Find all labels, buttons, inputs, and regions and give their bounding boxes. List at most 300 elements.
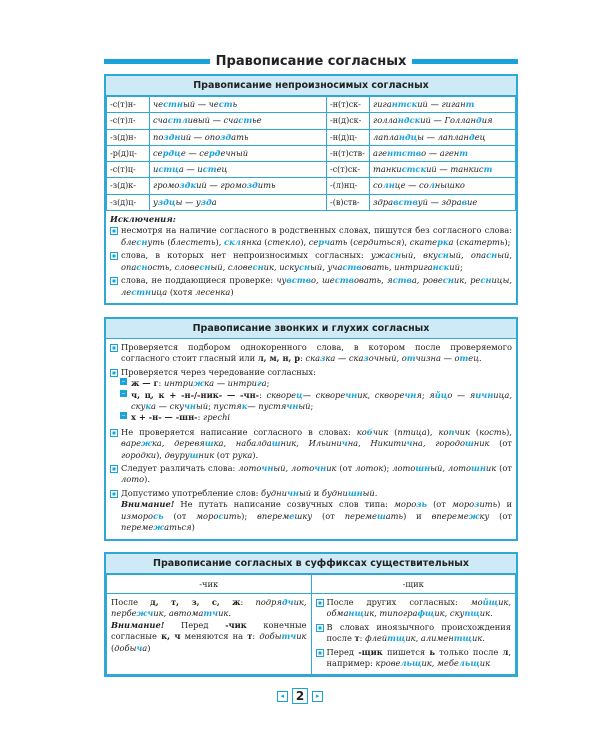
text-segment: (от	[163, 510, 197, 521]
rule-item	[316, 647, 512, 670]
text-segment: птица	[397, 426, 427, 437]
text-segment: ка, набалда	[213, 438, 272, 449]
rule-item	[316, 622, 512, 645]
section-body	[106, 339, 516, 539]
text-segment: (	[453, 236, 460, 247]
highlighted-letters: с	[218, 510, 224, 521]
text-segment: ик	[326, 463, 337, 474]
text-segment: :	[359, 633, 366, 644]
text-segment: ик, автома	[153, 608, 204, 619]
text-segment: и	[153, 164, 159, 175]
page-title: Правописание согласных	[215, 54, 407, 69]
text-segment: т	[354, 633, 360, 644]
section-silent-consonants	[104, 74, 518, 305]
text-segment: слова, в которых нет непроизносимых согласных:	[121, 250, 371, 261]
highlighted-letters: здк	[179, 180, 197, 191]
letter-combination: -з(д)н-	[107, 129, 150, 145]
highlighted-letters: нтств	[387, 147, 422, 158]
text-segment: будни	[261, 487, 287, 498]
text-segment: сердиться	[353, 236, 402, 247]
letter-combination: -р(д)ц-	[107, 145, 150, 161]
text-segment: ы — лаплан	[417, 131, 469, 142]
highlighted-letters: сь	[153, 510, 164, 521]
title-bar-left	[104, 59, 210, 64]
text-segment: е — се	[180, 147, 209, 158]
text-segment: о — аген	[421, 147, 460, 158]
text-segment: ик, типогра	[363, 608, 418, 619]
highlighted-letters: чн	[286, 401, 299, 412]
exception-item	[110, 275, 512, 298]
rule-item	[110, 488, 512, 534]
highlighted-letters: в	[461, 196, 468, 207]
text-segment: ица, ску	[131, 389, 512, 412]
highlighted-letters: ч	[136, 642, 143, 653]
text-segment: После	[111, 597, 151, 607]
text-segment: и	[311, 487, 322, 498]
table-row	[107, 145, 516, 161]
highlighted-letters: ж	[468, 510, 480, 521]
text-segment: ец	[474, 131, 486, 142]
table-row	[107, 113, 516, 129]
text-segment: ивый — сча	[187, 115, 239, 126]
sub-item	[120, 390, 512, 413]
sub-item	[120, 378, 512, 389]
highlighted-letters: т	[465, 99, 475, 109]
letter-combination: -з(д)ц-	[107, 194, 150, 210]
letter-combination: -з(д)к-	[107, 178, 150, 194]
text-segment: ие	[467, 196, 478, 207]
text-segment: изморо	[121, 510, 154, 521]
text-segment: В словах иноязычного происхождения после	[326, 621, 511, 644]
text-segment: , например:	[326, 646, 511, 669]
text-segment: голла	[373, 115, 398, 126]
text-segment: а, рове	[411, 275, 443, 286]
highlighted-letters: сн	[442, 275, 454, 286]
highlighted-letters: тщ	[387, 633, 406, 644]
highlighted-letters: ш	[189, 449, 199, 460]
text-segment: ка — ска	[325, 353, 364, 364]
highlighted-letters: тщ	[453, 633, 472, 644]
text-segment: :	[300, 353, 306, 364]
text-segment: мо	[470, 597, 483, 607]
highlighted-letters: нск	[432, 261, 450, 272]
highlighted-letters: лн	[382, 180, 395, 191]
highlighted-letters: нтск	[391, 99, 418, 109]
text-segment: ый	[195, 401, 209, 412]
highlighted-letters: льщ	[458, 658, 480, 669]
text-segment: ко	[438, 426, 449, 437]
text-segment: у	[153, 196, 158, 207]
example-pair	[150, 162, 327, 178]
text-segment: моро	[451, 499, 475, 510]
text-segment: скворе	[266, 389, 297, 400]
text-segment: скате	[409, 236, 438, 247]
highlighted-letters: вств	[286, 275, 312, 286]
text-segment: лапла	[373, 131, 399, 142]
text-segment: л, м, н, р	[257, 353, 301, 364]
exception-item	[110, 225, 512, 248]
highlighted-letters: жч	[136, 608, 154, 619]
section-title: Правописание звонких и глухих согласных	[106, 319, 516, 339]
exceptions	[106, 211, 516, 303]
text-segment: ).	[144, 474, 151, 485]
highlighted-letters: зь	[416, 499, 428, 510]
rule-item	[110, 427, 512, 461]
text-segment: (	[261, 236, 268, 247]
highlighted-letters: стн	[163, 99, 183, 109]
text-segment: ик	[485, 463, 497, 474]
text-segment: ),	[215, 236, 225, 247]
text-segment: лото	[392, 463, 416, 474]
highlighted-letters: п	[448, 426, 455, 437]
letter-combination: -н(т)ств-	[327, 145, 370, 161]
text-segment: ь	[429, 646, 435, 657]
text-segment: )	[230, 286, 234, 297]
text-segment: флей	[365, 633, 388, 644]
rule-text	[121, 488, 512, 499]
exceptions-label: Исключения:	[110, 214, 176, 225]
text-segment: ик, ре	[453, 275, 481, 286]
title-bar-right	[412, 59, 518, 64]
text-segment: );	[504, 236, 511, 247]
text-segment: лоток	[355, 463, 384, 474]
letter-combination: -н(д)ск-	[327, 113, 370, 129]
text-segment: ка, деревя	[151, 438, 205, 449]
text-segment: ицы, ле	[121, 275, 512, 297]
text-segment: ия	[481, 115, 493, 126]
text-segment: ец	[468, 353, 479, 364]
text-segment: ),	[300, 236, 309, 247]
text-segment: )	[191, 522, 195, 533]
highlighted-letters: ств	[392, 275, 412, 286]
highlighted-letters: к	[241, 401, 248, 412]
text-segment: пустя	[213, 401, 242, 412]
highlighted-letters: рк	[437, 236, 449, 247]
text-segment: Внимание!	[121, 499, 175, 510]
text-segment: .	[228, 608, 232, 619]
text-segment: меняются на	[180, 631, 248, 642]
text-segment: громо	[153, 180, 180, 191]
text-segment: добы	[259, 631, 282, 642]
page-title-row	[104, 54, 518, 69]
text-segment: (	[164, 236, 171, 247]
text-segment: ик, иску	[263, 261, 299, 272]
text-segment: ;	[266, 378, 270, 389]
text-segment: ) и	[497, 499, 512, 510]
highlighted-letters: тч	[281, 631, 297, 642]
highlighted-letters: л	[428, 180, 435, 191]
text-segment: лото	[121, 474, 145, 485]
table-row	[107, 97, 516, 113]
section-title: Правописание согласных в суффиксах существительных	[106, 554, 516, 574]
text-segment: ик, мебе	[421, 658, 459, 669]
highlighted-letters: стн	[131, 286, 152, 297]
text-segment: аге	[373, 147, 388, 158]
example-pair	[150, 145, 327, 161]
text-segment: );	[241, 510, 258, 521]
example-pair	[370, 178, 516, 194]
text-segment: а	[448, 236, 454, 247]
highlighted-letters: рд	[208, 147, 221, 158]
text-segment: Проверяется через чередование согласных:	[121, 366, 316, 377]
section-suffixes	[104, 552, 518, 677]
text-segment: Следует различать слова:	[121, 463, 239, 474]
text-segment: будни	[321, 487, 348, 498]
highlighted-letters: скл	[224, 236, 241, 247]
text-segment: вперем	[257, 510, 290, 521]
table-row	[107, 162, 516, 178]
text-segment: пере	[121, 522, 142, 533]
example-pair	[370, 162, 516, 178]
highlighted-letters: ж	[193, 378, 205, 389]
text-segment: янка	[240, 236, 262, 247]
text-segment: ий — танкис	[426, 164, 484, 175]
letter-combination: -(в)ств-	[327, 194, 370, 210]
highlighted-letters: сн	[252, 261, 264, 272]
text-segment: Проверяется подбором однокоренного слова, в котором после проверяемого согласного стоит гласный или	[121, 342, 512, 364]
text-segment: бле	[121, 236, 137, 247]
exception-item	[110, 250, 512, 273]
text-segment: ий	[449, 261, 460, 272]
example-pair	[150, 113, 327, 129]
text-segment: ий — опо	[180, 131, 221, 142]
text-segment: подря	[255, 597, 282, 607]
text-segment: по	[153, 131, 164, 142]
highlighted-letters: шн	[471, 463, 486, 474]
text-segment: )	[147, 642, 151, 653]
highlighted-letters: шн	[347, 487, 363, 498]
shchik-rules	[311, 594, 516, 675]
highlighted-letters: стл	[167, 115, 188, 126]
text-segment: се	[308, 236, 319, 247]
text-segment: т	[247, 631, 253, 642]
text-segment: (	[469, 426, 480, 437]
text-segment: л	[502, 646, 509, 657]
highlighted-letters: шн	[415, 463, 431, 474]
highlighted-letters: йц	[434, 389, 448, 400]
text-segment: :	[240, 597, 256, 607]
highlighted-letters: чн	[183, 401, 196, 412]
highlighted-letters: ств	[334, 275, 354, 286]
text-segment: (хотя	[167, 286, 196, 297]
text-segment: а	[211, 196, 217, 207]
text-segment: ;	[310, 401, 314, 412]
text-segment: интри	[163, 378, 194, 389]
text-segment: ий — Голлан	[420, 115, 476, 126]
text-segment: ник	[473, 438, 490, 449]
text-segment: крове	[375, 658, 401, 669]
text-segment: ч, ц, к + -н-/-ник- — -чн-	[131, 389, 260, 400]
text-segment: ку	[479, 510, 490, 521]
highlighted-letters: сн	[298, 261, 311, 272]
text-segment: Не проверяется написание согласного в словах:	[121, 426, 357, 437]
text-segment: а — и	[178, 164, 203, 175]
highlighted-letters: чн	[261, 463, 274, 474]
highlighted-letters: вств	[393, 196, 418, 207]
text-segment: уй — здра	[417, 196, 462, 207]
text-segment: ый, уча	[310, 261, 343, 272]
highlighted-letters: з	[363, 353, 369, 364]
text-segment: (	[111, 642, 115, 653]
rule-item	[316, 597, 512, 620]
highlighted-letters: зд	[200, 196, 212, 207]
text-segment: (	[347, 236, 354, 247]
example-pair	[370, 129, 516, 145]
text-segment: варе	[121, 438, 141, 449]
highlighted-letters: стц	[158, 164, 179, 175]
text-segment: ик, скворе	[357, 389, 405, 400]
text-segment: о — я	[447, 389, 476, 400]
highlighted-letters: ст	[202, 164, 217, 175]
section-title: Правописание непроизносимых согласных	[106, 76, 516, 96]
text-segment: овать, интрига	[361, 261, 433, 272]
pagination	[0, 688, 600, 704]
highlighted-letters: чн	[314, 463, 327, 474]
text-segment: -чик	[225, 619, 247, 630]
text-segment: двуру	[164, 449, 190, 460]
text-segment: шку	[294, 510, 313, 521]
highlighted-letters: ж	[153, 522, 165, 533]
table-row	[107, 129, 516, 145]
text-segment: );	[383, 463, 393, 474]
highlighted-letters: здц	[157, 196, 176, 207]
text-segment: ость, слове	[147, 261, 200, 272]
table-row	[107, 178, 516, 194]
sub-item	[120, 412, 512, 423]
highlighted-letters: чн	[286, 487, 299, 498]
example-pair	[150, 194, 327, 210]
text-segment: х + -н- — -шн-	[131, 412, 198, 423]
highlighted-letters: ичн	[475, 389, 494, 400]
text-segment: пишется	[382, 646, 430, 657]
highlighted-letters: ш	[464, 438, 474, 449]
highlighted-letters: т	[459, 353, 469, 364]
section-voiced-voiceless	[104, 317, 518, 541]
highlighted-letters: ш	[271, 438, 281, 449]
text-segment: здра	[373, 196, 394, 207]
text-segment: ),	[506, 426, 513, 437]
text-segment: стекло	[267, 236, 301, 247]
highlighted-letters: г	[256, 378, 262, 389]
text-segment: ик, ску	[434, 608, 465, 619]
text-segment: ый — че	[182, 99, 219, 109]
text-segment: Перед	[164, 619, 226, 630]
text-segment: ый, слове	[210, 261, 253, 272]
prev-page-button[interactable]: ◂	[277, 691, 288, 702]
text-segment: (от	[427, 499, 452, 510]
text-segment: .	[479, 353, 482, 364]
text-segment: скатерть	[459, 236, 505, 247]
highlighted-letters: ч	[406, 438, 413, 449]
text-segment: ),	[156, 449, 165, 460]
text-segment: к, ч	[161, 631, 181, 642]
next-page-button[interactable]: ▸	[312, 691, 323, 702]
highlighted-letters: ст	[238, 115, 253, 126]
highlighted-letters: ств	[342, 261, 362, 272]
text-segment: ый, лото	[273, 463, 315, 474]
highlighted-letters: з	[320, 353, 326, 364]
text-segment: а	[261, 378, 267, 389]
highlighted-letters: сн	[136, 236, 148, 247]
highlighted-letters: ндск	[397, 115, 421, 126]
text-segment: ий — громо	[196, 180, 247, 191]
text-segment: со	[373, 180, 383, 191]
highlighted-letters: йщ	[482, 597, 499, 607]
text-segment: ать	[385, 510, 404, 521]
text-segment: ж — г	[131, 378, 159, 389]
text-segment: я	[429, 389, 435, 400]
text-segment: моро	[196, 510, 219, 521]
highlighted-letters: ш	[204, 438, 214, 449]
attention-note	[110, 499, 512, 533]
text-segment: ;	[421, 389, 430, 400]
highlighted-letters: дч	[281, 597, 294, 607]
attention-note	[111, 620, 307, 654]
column-header-shchik: -щик	[311, 575, 516, 594]
text-segment: ик, обма	[326, 597, 511, 619]
text-segment: ) и	[403, 510, 432, 521]
text-segment: ый, вку	[401, 250, 438, 261]
text-segment: я	[416, 389, 422, 400]
text-segment: ый	[298, 401, 311, 412]
text-segment: Перед	[326, 646, 359, 657]
text-segment: (от	[489, 510, 512, 521]
text-segment: (от	[312, 510, 345, 521]
text-segment: ить	[257, 180, 276, 191]
text-segment: гига	[373, 99, 392, 109]
highlighted-letters: д	[475, 115, 482, 126]
text-segment: ),	[426, 426, 439, 437]
text-segment: ик	[479, 608, 491, 619]
text-segment: рука	[232, 449, 253, 460]
highlighted-letters: ч	[341, 438, 348, 449]
highlighted-letters: сн	[486, 250, 498, 261]
text-segment: городки	[121, 449, 157, 460]
text-segment: ать	[231, 131, 249, 142]
text-segment: ый	[298, 487, 312, 498]
highlighted-letters: зд	[220, 131, 232, 142]
letter-combination: -(л)нц-	[327, 178, 370, 194]
highlighted-letters: чн	[404, 389, 417, 400]
highlighted-letters: т	[459, 147, 469, 158]
text-segment: ска	[305, 353, 321, 364]
highlighted-letters: д	[468, 131, 475, 142]
highlighted-letters: ж	[141, 438, 152, 449]
text-segment: ец	[216, 164, 228, 175]
text-segment: ица	[151, 286, 168, 297]
highlighted-letters: льщ	[400, 658, 422, 669]
text-segment: .	[374, 487, 378, 498]
example-pair	[150, 178, 327, 194]
text-segment: ужа	[370, 250, 391, 261]
text-segment: о, ше	[311, 275, 335, 286]
table-row	[107, 194, 516, 210]
text-segment: лото	[238, 463, 262, 474]
page-number: 2	[292, 688, 308, 704]
highlighted-letters: ш	[376, 510, 386, 521]
text-segment: а	[142, 642, 148, 653]
highlighted-letters: сн	[390, 250, 402, 261]
text-segment: аться	[164, 522, 192, 533]
highlighted-letters: рч	[318, 236, 331, 247]
text-segment: ить	[223, 510, 242, 521]
letter-combination: -с(т)н-	[107, 97, 150, 113]
text-segment: на, Никити	[347, 438, 407, 449]
text-segment: це — со	[394, 180, 429, 191]
highlighted-letters: сн	[199, 261, 211, 272]
highlighted-letters: тч	[203, 608, 219, 619]
text-segment: ий — гиган	[417, 99, 466, 109]
